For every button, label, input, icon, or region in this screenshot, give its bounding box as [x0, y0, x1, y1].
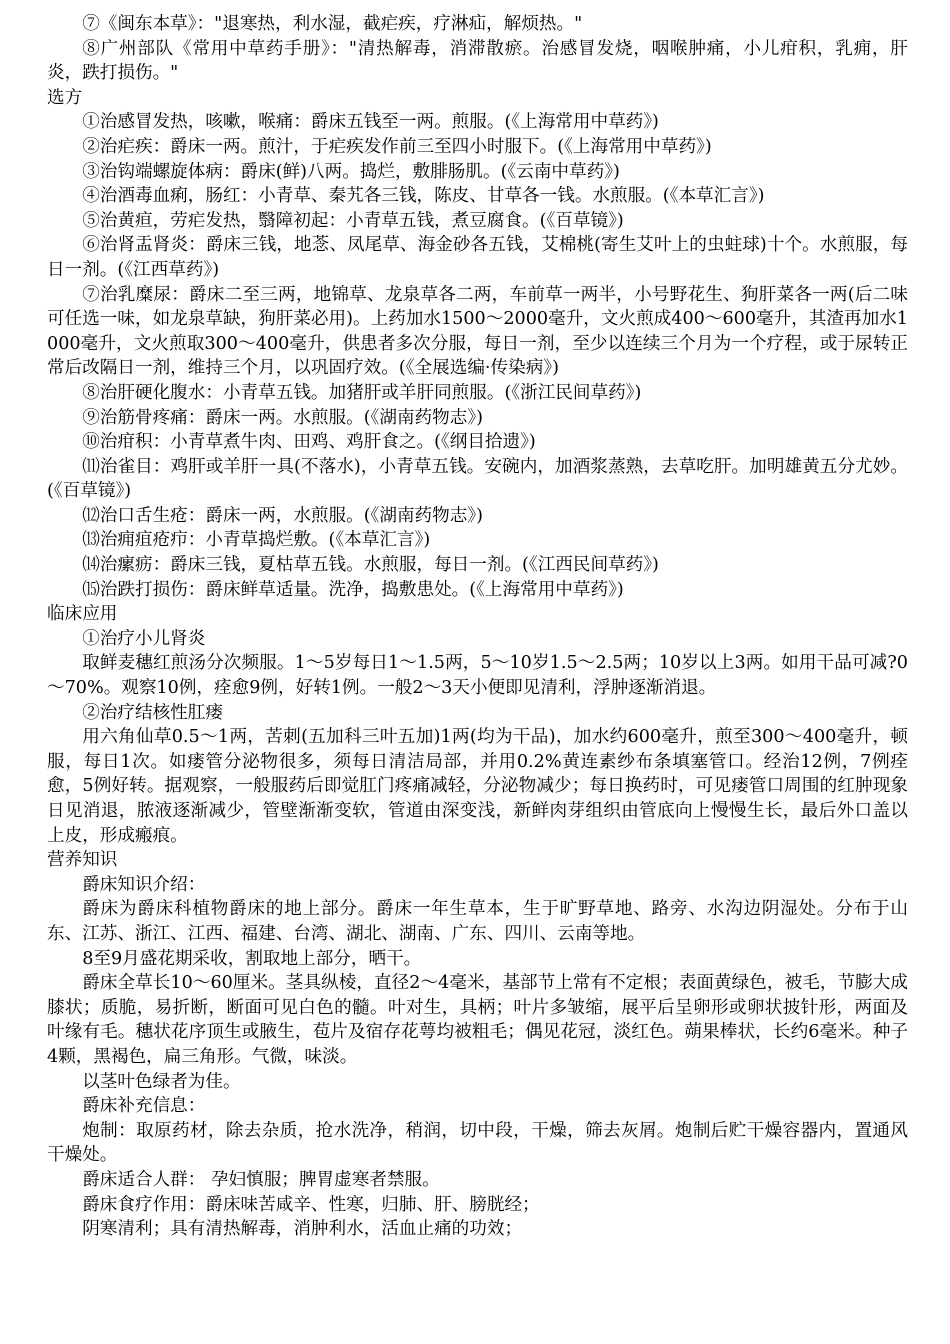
section-heading: 选方	[47, 87, 83, 108]
paragraph: 以茎叶色绿者为佳。	[82, 1071, 241, 1092]
paragraph: 爵床补充信息：	[82, 1096, 206, 1117]
paragraph: ⑦治乳糜尿：爵床二至三两，地锦草、龙泉草各二两，车前草一两半，小号野花生、狗肝菜各一两(后二味可任选一味，如龙泉草缺，狗肝菜必用)。上药加水1500～2000毫升，文火煎成400～600毫升，其渣再加水1000毫升，文火煎取300～400毫升，供患者多次分服，每日一剂，至少以连续三个月为一个疗程，或于尿转正常后改隔日一剂，维持三个月，以巩固疗效。(《全展选编·传染病》)	[47, 284, 908, 379]
paragraph: ⑿治口舌生疮：爵床一两，水煎服。(《湖南药物志》)	[82, 505, 483, 526]
paragraph: ⑩治疳积：小青草煮牛肉、田鸡、鸡肝食之。(《纲目拾遗》)	[82, 432, 536, 453]
section-heading: 营养知识	[47, 850, 118, 871]
paragraph: 爵床食疗作用：爵床味苦咸辛、性寒，归肺、肝、膀胱经；	[82, 1194, 540, 1215]
paragraph: ②治疗结核性肛瘘	[82, 702, 223, 723]
paragraph: ⑥治肾盂肾炎：爵床三钱，地菍、凤尾草、海金砂各五钱，艾棉桃(寄生艾叶上的虫蛀球)十个。水煎服，每日一剂。(《江西草药》)	[47, 235, 908, 280]
paragraph: ①治感冒发热，咳嗽，喉痛：爵床五钱至一两。煎服。(《上海常用中草药》)	[82, 112, 659, 133]
paragraph: ⒀治痈疽疮疖：小青草捣烂敷。(《本草汇言》)	[82, 530, 431, 551]
paragraph: 爵床为爵床科植物爵床的地上部分。爵床一年生草本，生于旷野草地、路旁、水沟边阴湿处。分布于山东、江苏、浙江、江西、福建、台湾、湖北、湖南、广东、四川、云南等地。	[47, 899, 908, 944]
paragraph: ⑧广州部队《常用中草药手册》："清热解毒，消滞散瘀。治感冒发烧，咽喉肿痛，小儿疳积，乳痈，肝炎，跌打损伤。"	[47, 38, 908, 84]
paragraph: ①治疗小儿肾炎	[82, 628, 206, 649]
paragraph: ⑨治筋骨疼痛：爵床一两。水煎服。(《湖南药物志》)	[82, 407, 483, 428]
paragraph: 炮制：取原药材，除去杂质，抢水洗净，稍润，切中段，干燥，筛去灰屑。炮制后贮干燥容器内，置通风干燥处。	[47, 1120, 908, 1166]
paragraph: 爵床知识介绍：	[82, 874, 206, 895]
paragraph: ⒁治瘰疬：爵床三钱，夏枯草五钱。水煎服，每日一剂。(《江西民间草药》)	[82, 555, 659, 576]
paragraph: ②治疟疾：爵床一两。煎汁，于疟疾发作前三至四小时服下。(《上海常用中草药》)	[82, 136, 712, 157]
paragraph: ③治钩端螺旋体病：爵床(鲜)八两。捣烂，敷腓肠肌。(《云南中草药》)	[82, 161, 620, 182]
paragraph: ⑾治雀目：鸡肝或羊肝一具(不落水)，小青草五钱。安碗内，加酒浆蒸熟，去草吃肝。加明雄黄五分尤妙。(《百草镜》)	[47, 456, 908, 502]
paragraph: ⑧治肝硬化腹水：小青草五钱。加猪肝或羊肝同煎服。(《浙江民间草药》)	[82, 382, 642, 403]
paragraph: ⒂治跌打损伤：爵床鲜草适量。洗净，捣敷患处。(《上海常用中草药》)	[82, 579, 624, 600]
paragraph: 8至9月盛花期采收，割取地上部分，晒干。	[82, 948, 422, 969]
section-heading: 临床应用	[47, 604, 118, 625]
paragraph: 阴寒清利；具有清热解毒，消肿利水，活血止痛的功效；	[82, 1219, 523, 1240]
paragraph: 取鲜麦穗红煎汤分次频服。1～5岁每日1～1.5两，5～10岁1.5～2.5两；10岁以上3两。如用干品可减?0～70%。观察10例，痊愈9例，好转1例。一般2～3天小便即见清利，浮肿逐渐消退。	[47, 653, 908, 699]
paragraph: ⑤治黄疸，劳疟发热，翳障初起：小青草五钱，煮豆腐食。(《百草镜》)	[82, 210, 624, 231]
paragraph: ⑦《闽东本草》："退寒热，利水湿，截疟疾，疗淋疝，解烦热。"	[82, 14, 583, 34]
paragraph: 用六角仙草0.5～1两，苦刺(五加科三叶五加)1两(均为干品)，加水约600毫升，煎至300～400毫升，顿服，每日1次。如瘘管分泌物很多，须每日清洁局部，并用0.2%黄连素纱布条填塞管口。经治12例，7例痊愈，5例好转。据观察，一般服药后即觉肛门疼痛减轻，分泌物减少；每日换药时，可见瘘管口周围的红肿现象日见消退，脓液逐渐减少，管壁渐渐变软，管道由深变浅，新鲜肉芽组织由管底向上慢慢生长，最后外口盖以上皮，形成瘢痕。	[47, 727, 908, 846]
paragraph: ④治酒毒血痢，肠红：小青草、秦艽各三钱，陈皮、甘草各一钱。水煎服。(《本草汇言》)	[82, 186, 765, 207]
paragraph: 爵床适合人群： 孕妇慎服；脾胃虚寒者禁服。	[82, 1169, 440, 1190]
paragraph: 爵床全草长10～60厘米。茎具纵棱，直径2～4毫米，基部节上常有不定根；表面黄绿色，被毛，节膨大成膝状；质脆，易折断，断面可见白色的髓。叶对生，具柄；叶片多皱缩，展平后呈卵形或卵状披针形，两面及叶缘有毛。穗状花序顶生或腋生，苞片及宿存花萼均被粗毛；偶见花冠，淡红色。蒴果棒状，长约6毫米。种子4颗，黑褐色，扁三角形。气微，味淡。	[47, 973, 908, 1067]
